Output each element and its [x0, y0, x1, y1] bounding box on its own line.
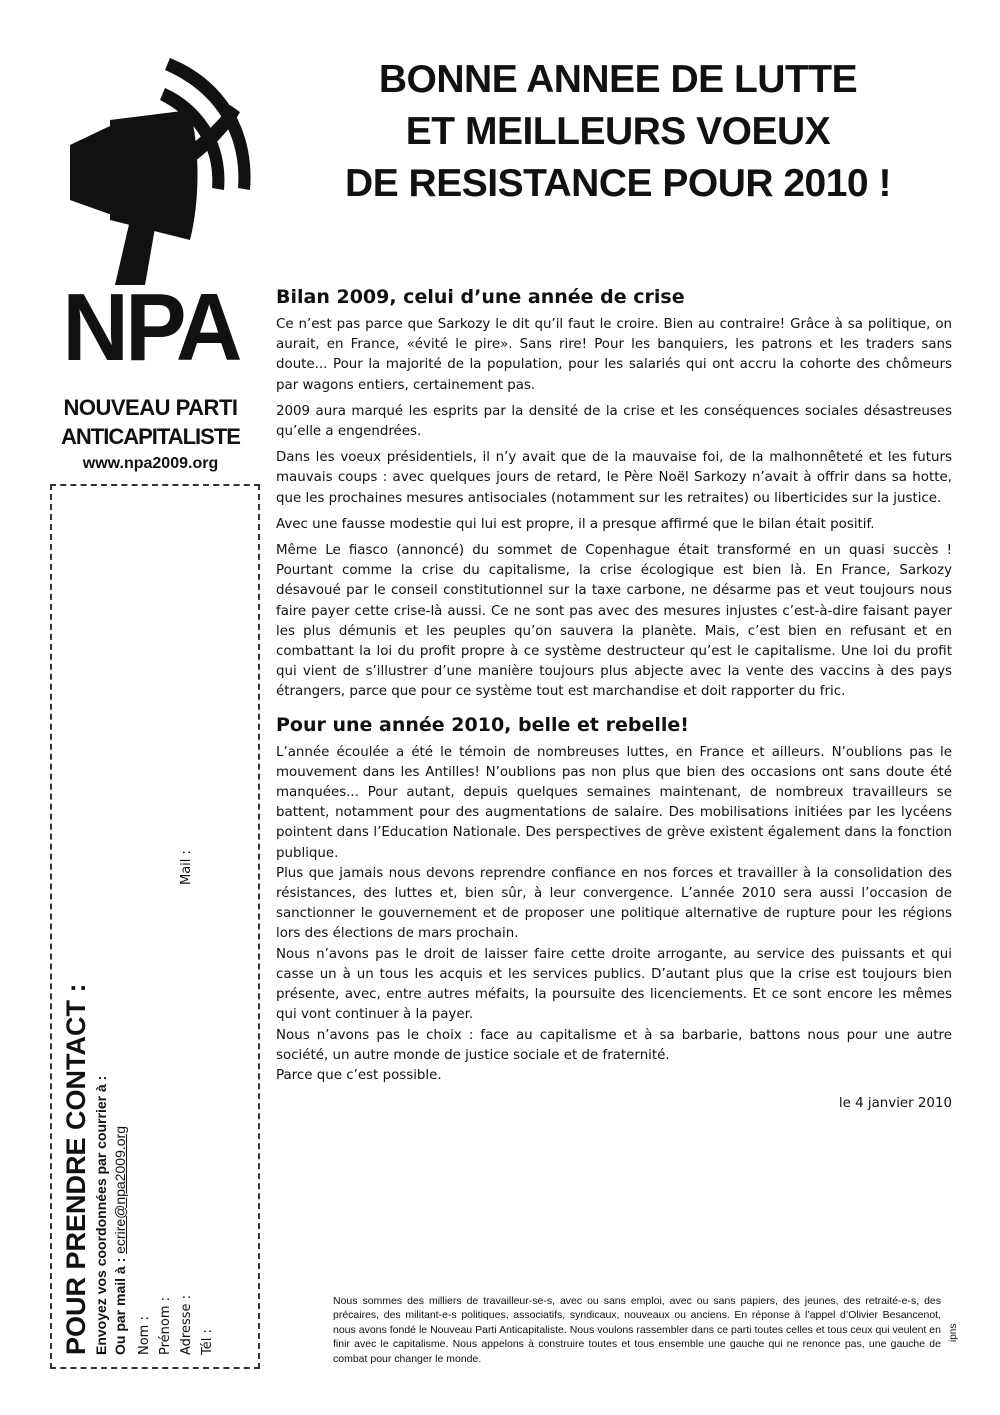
section2-heading: Pour une année 2010, belle et rebelle!	[276, 713, 689, 736]
section2-paragraph: Parce que c’est possible.	[276, 1067, 442, 1083]
section1-paragraph: 2009 aura marqué les esprits par la densité de la crise et les conséquences sociales désastreuses qu’elle a engendrées.	[276, 403, 952, 440]
article-date: le 4 janvier 2010	[838, 1096, 952, 1112]
field-mail[interactable]: Mail :	[179, 850, 194, 885]
section2-paragraph: Nous n’avons pas le choix : face au capitalisme et à sa barbarie, battons nous pour une autre société, un autre monde de justice sociale et de fraternité.	[276, 1027, 952, 1063]
field-adresse[interactable]: Adresse :	[179, 1294, 194, 1355]
contact-mail-instruction: Envoyez vos coordonnées par courrier à :	[93, 1075, 109, 1355]
contact-email-link[interactable]: ecrire@npa2009.org	[112, 1126, 128, 1254]
contact-fields-right	[134, 850, 218, 885]
section2-paragraph: L’année écoulée a été le témoin de nombreuses luttes, en France et ailleurs. N’oublions pas le mouvement dans les Antilles! N’oublions pas non plus que bien des occasions ont sans doute été manquées... Pour autant, depuis quelques semaines maintenant, de nombreux travailleurs se battent, notamment pour des augmentations de salaire. Des mobilisations initiées par les lycéens pointent dans l’Education Nationale. Des perspectives de grève existent également dans la fonction publique.	[276, 744, 952, 861]
contact-email-line	[111, 495, 130, 1355]
section1-paragraph: Ce n’est pas parce que Sarkozy le dit qu’il faut le croire. Bien au contraire! Grâce à sa politique, on aurait, en France, «évité le pire». Sans rire! Pour les banquiers, les patrons et les traders sans doute... Pour la majorité de la population, pour les salariés qui ont accru la cohorte des chômeurs par wagons entiers, certainement pas.	[276, 317, 952, 393]
contact-coupon	[50, 484, 260, 1369]
title-line1: BONNE ANNEE DE LUTTE	[378, 58, 858, 101]
field-nom[interactable]: Nom :	[137, 1316, 152, 1355]
printer-mention: ipns	[948, 1323, 959, 1342]
contact-coupon-content	[54, 485, 254, 1365]
contact-email-prefix: Ou par mail à :	[112, 1253, 128, 1355]
title-line3: DE RESISTANCE POUR 2010 !	[345, 162, 891, 205]
party-name-line1: NOUVEAU PARTI	[63, 395, 238, 420]
field-prenom[interactable]: Prénom :	[158, 1296, 173, 1355]
contact-fields	[134, 495, 218, 1355]
contact-title: POUR PRENDRE CONTACT :	[61, 983, 91, 1355]
section2-paragraph: Nous n’avons pas le droit de laisser faire cette droite arrogante, au service des puissants et qui casse un à un tous les acquis et les services publics. D’autant plus que la crise est toujours bien présente, avec, entre autres méfaits, la poursuite des licenciements. Et ce sont encore les mêmes qui vont continuer à la payer.	[276, 946, 952, 1023]
field-tel[interactable]: Tél :	[200, 1329, 215, 1355]
section1-paragraph: Même Le fiasco (annoncé) du sommet de Copenhague était transformé en un quasi succès ! Pourtant comme la crise du capitalisme, la crise écologique est bien là. En France, Sarkozy désavoué par le conseil constitutionnel sur la taxe carbone, ne désarme pas et veut toujours nous faire payer cette crise-là aussi. Ce ne sont pas avec des mesures injustes c’est-à-dire faisant payer les plus démunis et les peuples qu’on sauvera la planète. Mais, c’est bien en refusant et en combattant la loi du profit propre à ce système destructeur qu’est le capitalisme. Une loi du profit qui vient de s’illustrer d’une manière toujours plus abjecte avec la vente des vaccins à des pays étrangers, parce que pour ce système tout est marchandise et doit rapporter du fric.	[276, 543, 952, 700]
section2-paragraph: Plus que jamais nous devons reprendre confiance en nos forces et travailler à la consolidation des résistances, des luttes et, bien sûr, à leur convergence. L’année 2010 sera aussi l’occasion de sanctionner le gouvernement et de proposer une politique alternative de rupture pour les régions lors des élections de mars prochain.	[276, 865, 952, 942]
section1-heading: Bilan 2009, celui d’une année de crise	[276, 286, 685, 308]
footer-statement: Nous sommes des milliers de travailleur-se-s, avec ou sans emploi, avec ou sans papiers, des jeunes, des retraité-e-s, des précaires, des militant-e-s politiques, associatifs, syndicaux, nouveaux ou anciens. En réponse à l’appel d’Olivier Besancenot, nous avons fondé le Nouveau Parti Anticapitaliste. Nous voulons rassembler dans ce parti toutes celles et tous ceux qui veulent en finir avec le capitalisme. Nous appelons à construire toutes et tous ensemble une gauche qui ne renonce pas, une gauche de combat pour changer le monde.	[333, 1295, 941, 1365]
party-acronym: NPA	[62, 274, 239, 381]
party-name-line2: ANTICAPITALISTE	[61, 424, 240, 449]
page-title	[278, 54, 958, 210]
section1-paragraph: Avec une fausse modestie qui lui est propre, il a presque affirmé que le bilan était positif.	[276, 516, 875, 532]
party-website: www.npa2009.org	[82, 455, 219, 472]
article	[276, 285, 952, 1114]
section1-paragraph: Dans les voeux présidentiels, il n’y avait que de la mauvaise foi, de la malhonnêteté et les futurs mauvais coups : avec quelques jours de retard, le Père Noël Sarkozy n’avait à offrir dans sa hotte, que les prochaines mesures antisociales (notamment sur les retraites) ou liberticides sur la justice.	[276, 450, 952, 506]
megaphone-icon	[50, 50, 265, 285]
title-line2: ET MEILLEURS VOEUX	[405, 110, 831, 153]
contact-fields-left	[134, 885, 218, 1355]
